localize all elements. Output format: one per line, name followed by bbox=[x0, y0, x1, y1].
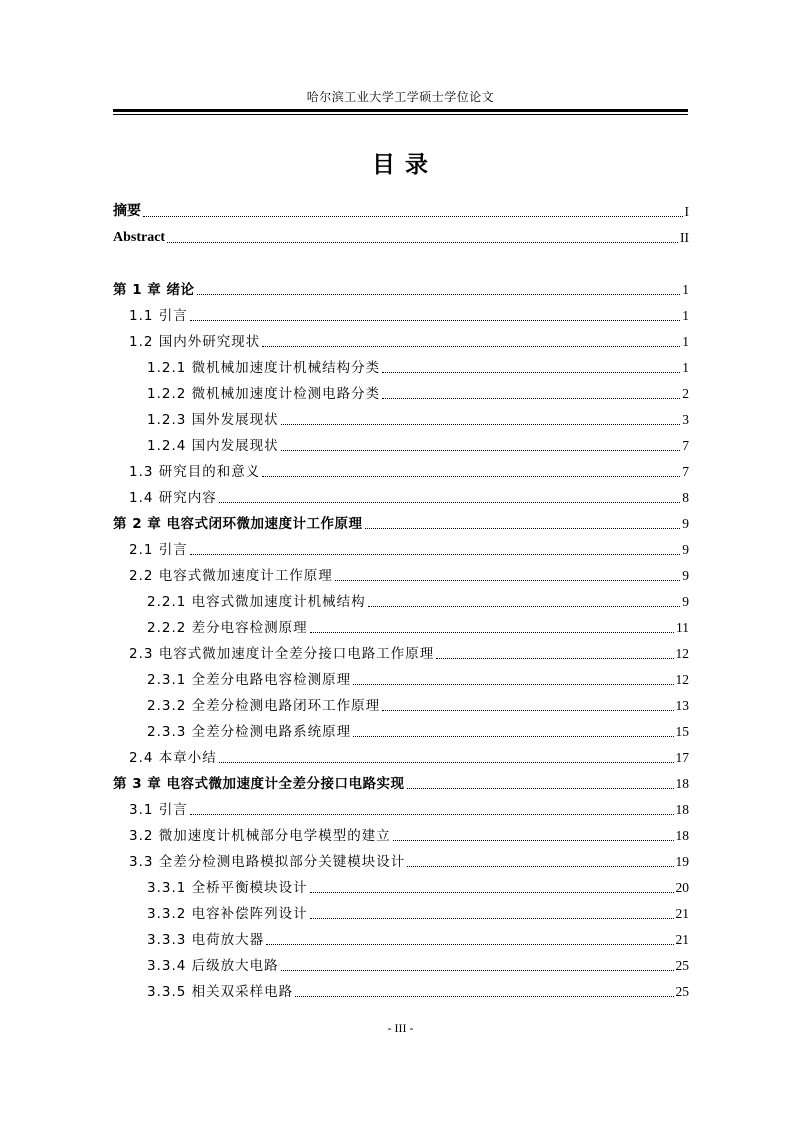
toc-entry-page: 7 bbox=[682, 464, 689, 479]
toc-entry-label: 2.4 本章小结 bbox=[129, 750, 217, 766]
leader-dots bbox=[295, 995, 673, 997]
toc-entry-page: 3 bbox=[682, 412, 689, 427]
toc-entry-page: 15 bbox=[675, 724, 689, 739]
toc-entry-section-2-2[interactable] bbox=[129, 563, 689, 585]
leader-dots bbox=[368, 605, 681, 607]
leader-dots bbox=[143, 215, 683, 217]
toc-entry-page: 21 bbox=[675, 906, 689, 921]
toc-entry-page: 1 bbox=[682, 308, 689, 323]
leader-dots bbox=[197, 293, 681, 295]
leader-dots bbox=[310, 891, 674, 893]
toc-entry-label: 3.3.3 电荷放大器 bbox=[147, 932, 265, 948]
leader-dots bbox=[407, 865, 673, 867]
toc-entry-section-2-4[interactable] bbox=[129, 745, 689, 767]
toc-entry-label: 1.1 引言 bbox=[129, 308, 188, 324]
toc-entry-subsection-3-3-2[interactable] bbox=[147, 901, 689, 923]
toc-entry-page: 7 bbox=[682, 438, 689, 453]
toc-entry-subsection-2-3-1[interactable] bbox=[147, 667, 689, 689]
running-header: 哈尔滨工业大学工学硕士学位论文 bbox=[306, 90, 495, 104]
toc-entry-label: Abstract bbox=[113, 230, 166, 245]
toc-entry-page: 25 bbox=[675, 984, 689, 999]
toc-entry-abstract-zh[interactable] bbox=[113, 199, 689, 221]
header-rule-thin bbox=[113, 114, 688, 115]
toc-entry-page: 17 bbox=[675, 750, 689, 765]
toc-entry-label: 2.3.3 全差分检测电路系统原理 bbox=[147, 724, 352, 740]
toc-entry-subsection-2-2-2[interactable] bbox=[147, 615, 689, 637]
toc-entry-label: 1.4 研究内容 bbox=[129, 490, 217, 506]
toc-entry-label: 2.2 电容式微加速度计工作原理 bbox=[129, 568, 333, 584]
toc-entry-page: 21 bbox=[675, 932, 689, 947]
toc-entry-subsection-3-3-5[interactable] bbox=[147, 979, 689, 1001]
toc-entry-subsection-3-3-3[interactable] bbox=[147, 927, 689, 949]
toc-entry-section-2-3[interactable] bbox=[129, 641, 689, 663]
toc-entry-subsection-2-3-3[interactable] bbox=[147, 719, 689, 741]
toc-entry-label: 3.3.4 后级放大电路 bbox=[147, 958, 279, 974]
toc-entry-page: 1 bbox=[682, 334, 689, 349]
leader-dots bbox=[190, 553, 680, 555]
leader-dots bbox=[436, 657, 673, 659]
toc-entry-label: 第 3 章 电容式微加速度计全差分接口电路实现 bbox=[113, 776, 405, 792]
toc-entry-label: 1.2.2 微机械加速度计检测电路分类 bbox=[147, 386, 381, 402]
leader-dots bbox=[310, 917, 674, 919]
toc-entry-label: 2.3.2 全差分检测电路闭环工作原理 bbox=[147, 698, 381, 714]
toc-entry-chapter-3[interactable] bbox=[113, 771, 689, 793]
toc-entry-page: 1 bbox=[682, 282, 689, 297]
page-number-footer: - III - bbox=[387, 1021, 414, 1035]
toc-entry-label: 2.2.2 差分电容检测原理 bbox=[147, 620, 308, 636]
leader-dots bbox=[262, 345, 680, 347]
toc-entry-label: 第 2 章 电容式闭环微加速度计工作原理 bbox=[113, 516, 363, 532]
leader-dots bbox=[167, 241, 678, 243]
leader-dots bbox=[190, 813, 674, 815]
toc-entry-page: 20 bbox=[675, 880, 689, 895]
leader-dots bbox=[393, 839, 674, 841]
toc-entry-section-1-1[interactable] bbox=[129, 303, 689, 325]
toc-entry-label: 3.1 引言 bbox=[129, 802, 188, 818]
toc-entry-label: 第 1 章 绪论 bbox=[113, 282, 195, 298]
leader-dots bbox=[353, 735, 673, 737]
toc-entry-chapter-2[interactable] bbox=[113, 511, 689, 533]
leader-dots bbox=[281, 449, 681, 451]
toc-entry-abstract-en[interactable] bbox=[113, 225, 689, 247]
toc-entry-label: 1.3 研究目的和意义 bbox=[129, 464, 261, 480]
toc-entry-chapter-1[interactable] bbox=[113, 277, 689, 299]
toc-entry-page: 2 bbox=[682, 386, 689, 401]
toc-entry-label: 1.2.3 国外发展现状 bbox=[147, 412, 279, 428]
toc-entry-label: 2.3.1 全差分电路电容检测原理 bbox=[147, 672, 352, 688]
leader-dots bbox=[382, 709, 673, 711]
leader-dots bbox=[382, 397, 680, 399]
toc-entry-label: 3.2 微加速度计机械部分电学模型的建立 bbox=[129, 828, 391, 844]
toc-entry-section-3-1[interactable] bbox=[129, 797, 689, 819]
leader-dots bbox=[353, 683, 673, 685]
toc-entry-label: 摘要 bbox=[113, 204, 141, 219]
toc-entry-label: 2.3 电容式微加速度计全差分接口电路工作原理 bbox=[129, 646, 435, 662]
toc-entry-section-1-4[interactable] bbox=[129, 485, 689, 507]
leader-dots bbox=[382, 371, 680, 373]
toc-entry-section-3-2[interactable] bbox=[129, 823, 689, 845]
toc-entry-page: 25 bbox=[675, 958, 689, 973]
toc-entry-page: 8 bbox=[682, 490, 689, 505]
toc-entry-page: 13 bbox=[675, 698, 689, 713]
toc-entry-page: 18 bbox=[675, 828, 689, 843]
toc-entry-page: II bbox=[680, 230, 689, 245]
leader-dots bbox=[281, 969, 674, 971]
toc-entry-section-1-3[interactable] bbox=[129, 459, 689, 481]
toc-entry-subsection-2-3-2[interactable] bbox=[147, 693, 689, 715]
toc-entry-label: 1.2.1 微机械加速度计机械结构分类 bbox=[147, 360, 381, 376]
toc-entry-section-3-3[interactable] bbox=[129, 849, 689, 871]
header-rule-thick bbox=[113, 109, 688, 112]
toc-entry-page: 18 bbox=[675, 776, 689, 791]
leader-dots bbox=[335, 579, 680, 581]
leader-dots bbox=[365, 527, 681, 529]
leader-dots bbox=[310, 631, 674, 633]
toc-entry-label: 3.3.2 电容补偿阵列设计 bbox=[147, 906, 308, 922]
toc-entry-page: 9 bbox=[682, 542, 689, 557]
toc-entry-section-2-1[interactable] bbox=[129, 537, 689, 559]
leader-dots bbox=[281, 423, 681, 425]
toc-entry-page: 19 bbox=[675, 854, 689, 869]
toc-entry-subsection-1-2-2[interactable] bbox=[147, 381, 689, 403]
toc-entry-page: I bbox=[684, 204, 689, 219]
toc-entry-page: 18 bbox=[675, 802, 689, 817]
toc-entry-section-1-2[interactable] bbox=[129, 329, 689, 351]
toc-entry-label: 2.2.1 电容式微加速度计机械结构 bbox=[147, 594, 366, 610]
toc-entry-label: 1.2.4 国内发展现状 bbox=[147, 438, 279, 454]
toc-entry-subsection-1-2-4[interactable] bbox=[147, 433, 689, 455]
toc-entry-page: 12 bbox=[675, 646, 689, 661]
toc-entry-label: 3.3 全差分检测电路模拟部分关键模块设计 bbox=[129, 854, 406, 870]
leader-dots bbox=[407, 787, 674, 789]
toc-entry-subsection-1-2-3[interactable] bbox=[147, 407, 689, 429]
leader-dots bbox=[266, 943, 673, 945]
toc-entry-label: 1.2 国内外研究现状 bbox=[129, 334, 261, 350]
leader-dots bbox=[190, 319, 680, 321]
toc-entry-page: 9 bbox=[682, 568, 689, 583]
leader-dots bbox=[262, 475, 680, 477]
toc-entry-label: 2.1 引言 bbox=[129, 542, 188, 558]
toc-entry-page: 1 bbox=[682, 360, 689, 375]
toc-entry-page: 9 bbox=[682, 594, 689, 609]
toc-entry-subsection-2-2-1[interactable] bbox=[147, 589, 689, 611]
toc-entry-page: 11 bbox=[676, 620, 689, 635]
toc-entry-page: 12 bbox=[675, 672, 689, 687]
toc-entry-page: 9 bbox=[682, 516, 689, 531]
toc-entry-subsection-3-3-4[interactable] bbox=[147, 953, 689, 975]
toc-entry-subsection-3-3-1[interactable] bbox=[147, 875, 689, 897]
toc-entry-label: 3.3.5 相关双采样电路 bbox=[147, 984, 294, 1000]
page-title: 目 录 bbox=[371, 152, 429, 178]
toc-entry-subsection-1-2-1[interactable] bbox=[147, 355, 689, 377]
toc-entry-label: 3.3.1 全桥平衡模块设计 bbox=[147, 880, 308, 896]
leader-dots bbox=[219, 761, 674, 763]
leader-dots bbox=[219, 501, 680, 503]
